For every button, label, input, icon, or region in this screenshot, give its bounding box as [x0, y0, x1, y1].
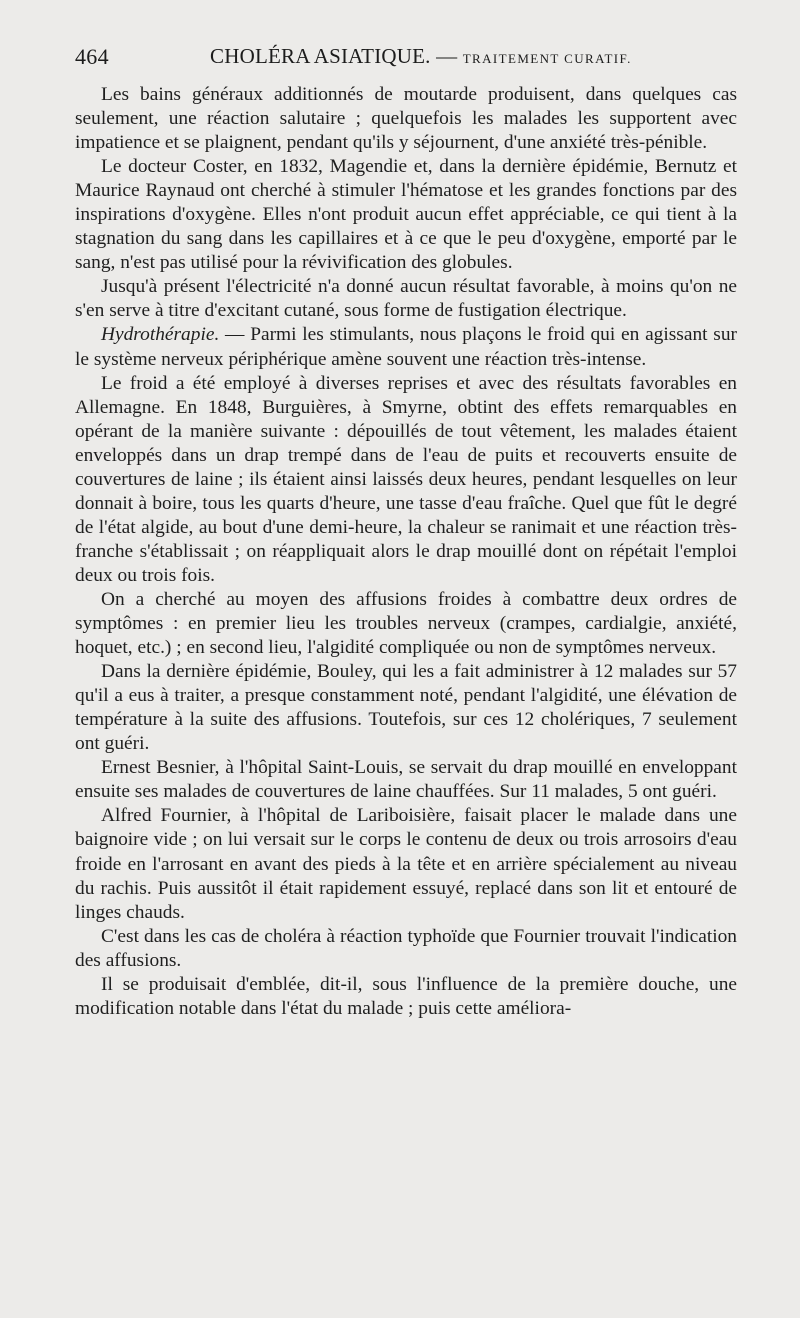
paragraph-text: Les bains généraux additionnés de moutarde produisent, dans quelques cas seulement, une réaction salutaire ; quelquefois les malades les supportent avec impatience et se plaignent, pendant qu'ils y séjournent, d'une anxiété très-pénible.	[75, 84, 737, 154]
paragraph	[75, 973, 737, 1021]
paragraph-text: — Parmi les stimulants, nous plaçons le froid qui en agissant sur le système nerveux périphérique amène souvent une réaction très-intense.	[75, 324, 737, 370]
title-separator: —	[436, 44, 458, 68]
paragraph-text: Le docteur Coster, en 1832, Magendie et, dans la dernière épidémie, Bernutz et Maurice Raynaud ont cherché à stimuler l'hématose et les grandes fonctions par des inspirations d'oxygène. Elles n'ont produit aucun effet appréciable, ce qui tient à la stagnation du sang dans les capillaires et à ce que le peu d'oxygène, emporté par le sang, n'est pas utilisé pour la révivification des globules.	[75, 156, 737, 274]
paragraph	[75, 372, 737, 588]
paragraph-text: Ernest Besnier, à l'hôpital Saint-Louis, se servait du drap mouillé en enveloppant ensuite ses malades de couvertures de laine chauffées. Sur 11 malades, 5 ont guéri.	[75, 757, 737, 803]
paragraph-text: On a cherché au moyen des affusions froides à combattre deux ordres de symptômes : en premier lieu les troubles nerveux (crampes, cardialgie, anxiété, hoquet, etc.) ; en second lieu, l'algidité compliquée ou non de symptômes nerveux.	[75, 588, 737, 659]
paragraph-text: C'est dans les cas de choléra à réaction typhoïde que Fournier trouvait l'indication des affusions.	[75, 925, 737, 971]
paragraph	[75, 756, 737, 804]
paragraph-text: Il se produisait d'emblée, dit-il, sous l'influence de la première douche, une modification notable dans l'état du malade ; puis cette améliora-	[75, 973, 737, 1019]
paragraph	[75, 588, 737, 660]
paragraph-lead-italic: Hydrothérapie.	[101, 324, 220, 346]
running-header	[75, 44, 737, 74]
paragraph-text: Jusqu'à présent l'électricité n'a donné aucun résultat favorable, à moins qu'on ne s'en serve à titre d'excitant cutané, sous forme de fustigation électrique.	[75, 276, 737, 322]
chapter-title: CHOLÉRA ASIATIQUE.	[210, 44, 431, 68]
paragraph	[75, 155, 737, 275]
running-title	[210, 44, 632, 69]
paragraph-text: Le froid a été employé à diverses reprises et avec des résultats favorables en Allemagne. En 1848, Burguières, à Smyrne, obtint des effets remarquables en opérant de la manière suivante : dépouillés de tout vêtement, les malades étaient enveloppés dans un drap trempé dans de l'eau de puits et recouverts ensuite de couvertures de laine ; ils étaient ainsi laissés deux heures, pendant lesquelles on leur donnait à boire, tous les quarts d'heure, une tasse d'eau fraîche. Quel que fût le degré de l'état algide, au bout d'une demi-heure, la chaleur se ranimait et une réaction très-franche s'établissait ; on réappliquait alors le drap mouillé dont on répétait l'emploi deux ou trois fois.	[75, 372, 737, 586]
paragraph	[75, 83, 737, 155]
page-number: 464	[75, 44, 109, 69]
paragraph	[75, 925, 737, 973]
paragraph	[75, 660, 737, 756]
paragraph	[75, 323, 737, 371]
paragraph-text: Dans la dernière épidémie, Bouley, qui les a fait administrer à 12 malades sur 57 qu'il a eus à traiter, a presque constamment noté, pendant l'algidité, une élévation de température à la suite des affusions. Toutefois, sur ces 12 cholériques, 7 seulement ont guéri.	[75, 661, 737, 755]
paragraph	[75, 275, 737, 323]
body-text	[75, 83, 737, 1021]
section-subtitle: TRAITEMENT CURATIF.	[462, 51, 632, 66]
paragraph	[75, 804, 737, 924]
paragraph-text: Alfred Fournier, à l'hôpital de Lariboisière, faisait placer le malade dans une baignoire vide ; on lui versait sur le corps le contenu de deux ou trois arrosoirs d'eau froide en l'arrosant en avant des pieds à la tête et en arrière spécialement au niveau du rachis. Puis aussitôt il était rapidement essuyé, replacé dans son lit et entouré de linges chauds.	[75, 805, 737, 923]
